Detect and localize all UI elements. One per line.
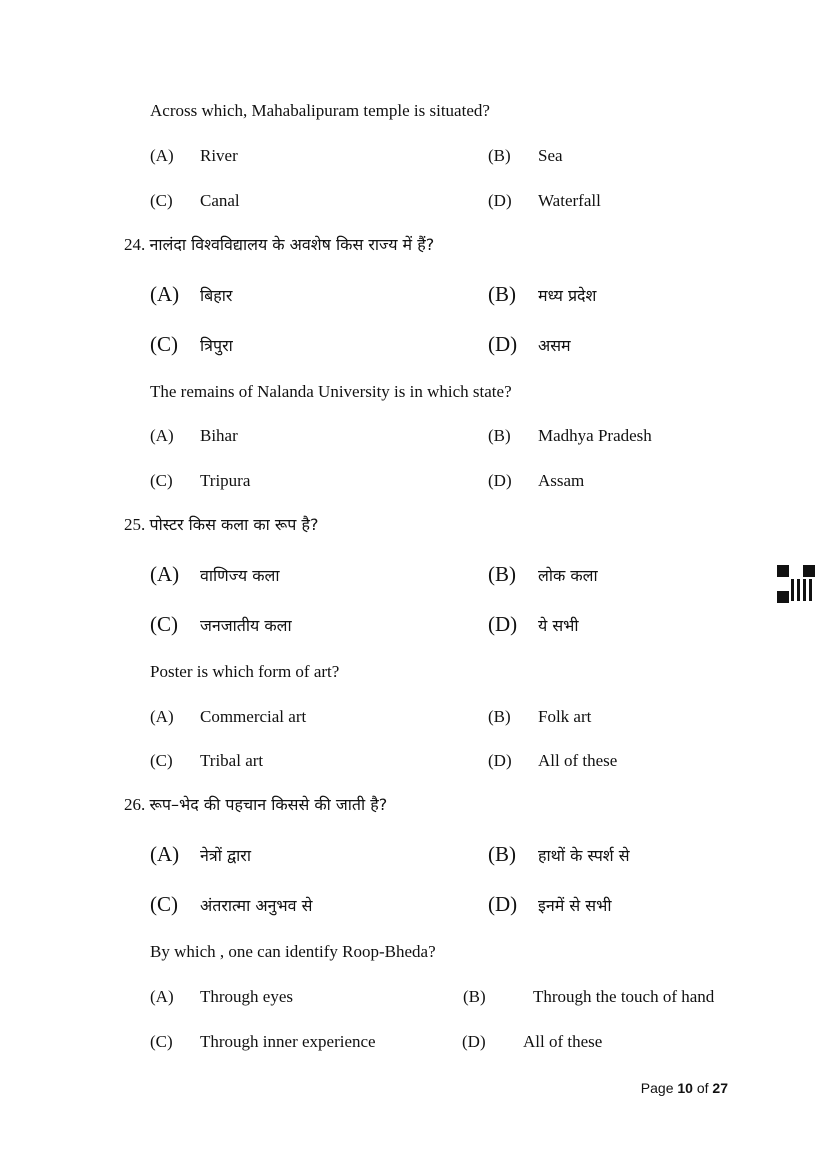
question-text: रूप–भेद की पहचान किससे की जाती है?: [149, 795, 388, 814]
option-text: नेत्रों द्वारा: [200, 846, 251, 865]
option-text: अंतरात्मा अनुभव से: [200, 896, 313, 915]
option-text: ये सभी: [538, 616, 579, 635]
option-letter: (B): [488, 842, 516, 866]
option-letter: (A): [150, 707, 174, 726]
q25-question-hi: [124, 515, 318, 535]
q25-question-en: Poster is which form of art?: [150, 662, 340, 681]
option-letter: (C): [150, 191, 173, 210]
option-text: Waterfall: [538, 191, 601, 210]
page-current: 10: [677, 1080, 693, 1096]
option-letter: (A): [150, 146, 174, 165]
option-text: Bihar: [200, 426, 238, 445]
option-letter: (B): [488, 426, 511, 445]
option-letter: (B): [488, 707, 511, 726]
qr-code: [777, 565, 815, 603]
question-number: 25.: [124, 515, 146, 534]
q26-question-en: By which , one can identify Roop-Bheda?: [150, 942, 436, 961]
option-letter: (B): [488, 282, 516, 306]
option-letter: (D): [462, 1032, 486, 1051]
question-text: पोस्टर किस कला का रूप है?: [149, 515, 319, 534]
option-text: वाणिज्य कला: [200, 566, 280, 585]
option-letter: (D): [488, 751, 512, 770]
option-text: त्रिपुरा: [200, 336, 233, 355]
option-letter: (B): [488, 146, 511, 165]
question-number: 26.: [124, 795, 146, 814]
question-text: नालंदा विश्वविद्यालय के अवशेष किस राज्य में हैं?: [149, 235, 435, 254]
page-total: 27: [712, 1080, 728, 1096]
option-text: जनजातीय कला: [200, 616, 292, 635]
of-word: of: [696, 1080, 709, 1096]
option-text: Sea: [538, 146, 563, 165]
question-number: 24.: [124, 235, 146, 254]
q26-question-hi: [124, 795, 387, 815]
option-letter: (C): [150, 471, 173, 490]
option-letter: (D): [488, 191, 512, 210]
option-letter: (C): [150, 1032, 173, 1051]
option-text: Tribal art: [200, 751, 264, 770]
option-text: Commercial art: [200, 707, 307, 726]
option-letter: (A): [150, 842, 180, 866]
q23-question-en: Across which, Mahabalipuram temple is situated?: [150, 101, 490, 120]
option-text: Madhya Pradesh: [538, 426, 652, 445]
option-text: Folk art: [538, 707, 592, 726]
option-letter: (A): [150, 426, 174, 445]
option-text: All of these: [538, 751, 618, 770]
option-letter: (A): [150, 987, 174, 1006]
option-letter: (B): [488, 562, 516, 586]
option-letter: (C): [150, 612, 178, 636]
option-letter: (D): [488, 892, 518, 916]
q24-question-en: The remains of Nalanda University is in which state?: [150, 382, 512, 401]
option-text: Canal: [200, 191, 240, 210]
option-text: Through the touch of hand: [533, 987, 715, 1006]
option-text: इनमें से सभी: [538, 896, 612, 915]
option-text: Through eyes: [200, 987, 294, 1006]
option-text: Assam: [538, 471, 585, 490]
option-text: Through inner experience: [200, 1032, 376, 1051]
option-text: बिहार: [200, 286, 233, 305]
option-letter: (C): [150, 751, 173, 770]
q24-question-hi: [124, 235, 434, 255]
page-word: Page: [640, 1080, 674, 1096]
option-letter: (D): [488, 332, 518, 356]
option-text: हाथों के स्पर्श से: [538, 846, 630, 865]
option-text: असम: [538, 336, 571, 355]
option-text: Tripura: [200, 471, 251, 490]
option-letter: (D): [488, 612, 518, 636]
option-text: मध्य प्रदेश: [538, 286, 597, 305]
option-letter: (A): [150, 562, 180, 586]
option-letter: (C): [150, 892, 178, 916]
option-letter: (A): [150, 282, 180, 306]
page-footer: [641, 1080, 728, 1096]
option-text: River: [200, 146, 238, 165]
option-text: लोक कला: [538, 566, 598, 585]
option-letter: (B): [463, 987, 486, 1006]
option-letter: (D): [488, 471, 512, 490]
option-letter: (C): [150, 332, 178, 356]
option-text: All of these: [523, 1032, 603, 1051]
